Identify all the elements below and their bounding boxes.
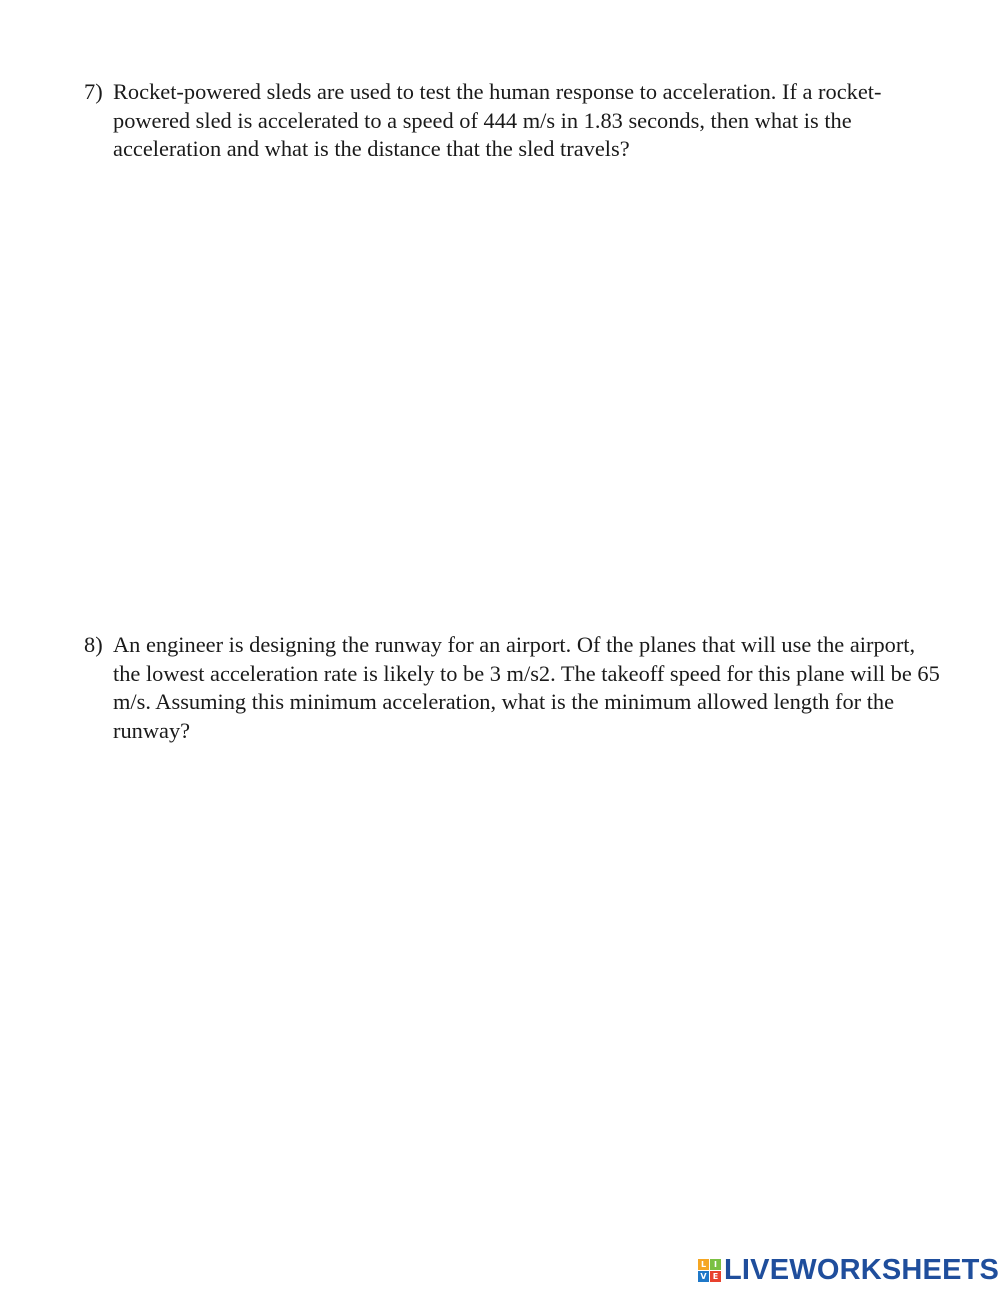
- brand-name: LIVEWORKSHEETS: [724, 1254, 1000, 1286]
- question-line: runway?: [113, 717, 191, 743]
- logo-tile: E: [710, 1271, 721, 1282]
- logo-tile: L: [698, 1259, 709, 1270]
- liveworksheets-logo-icon: [698, 1259, 721, 1282]
- question-text: [113, 631, 964, 745]
- question-text: [113, 78, 964, 164]
- logo-tile: I: [710, 1259, 721, 1270]
- question-line: m/s. Assuming this minimum acceleration, what is the minimum allowed length for the: [113, 689, 895, 715]
- question-line: powered sled is accelerated to a speed of 444 m/s in 1.83 seconds, then what is the: [113, 107, 852, 133]
- question-line: acceleration and what is the distance that the sled travels?: [113, 136, 630, 162]
- question-number: 7): [84, 79, 103, 104]
- question-line: Rocket-powered sleds are used to test the human response to acceleration. If a rocket-: [113, 79, 882, 104]
- question-number: 8): [84, 632, 103, 657]
- question-line: the lowest acceleration rate is likely to be 3 m/s2. The takeoff speed for this plane will be 65: [113, 660, 940, 686]
- logo-tile: V: [698, 1271, 709, 1282]
- liveworksheets-footer: [698, 1255, 999, 1285]
- question-line: An engineer is designing the runway for an airport. Of the planes that will use the airport,: [113, 632, 916, 657]
